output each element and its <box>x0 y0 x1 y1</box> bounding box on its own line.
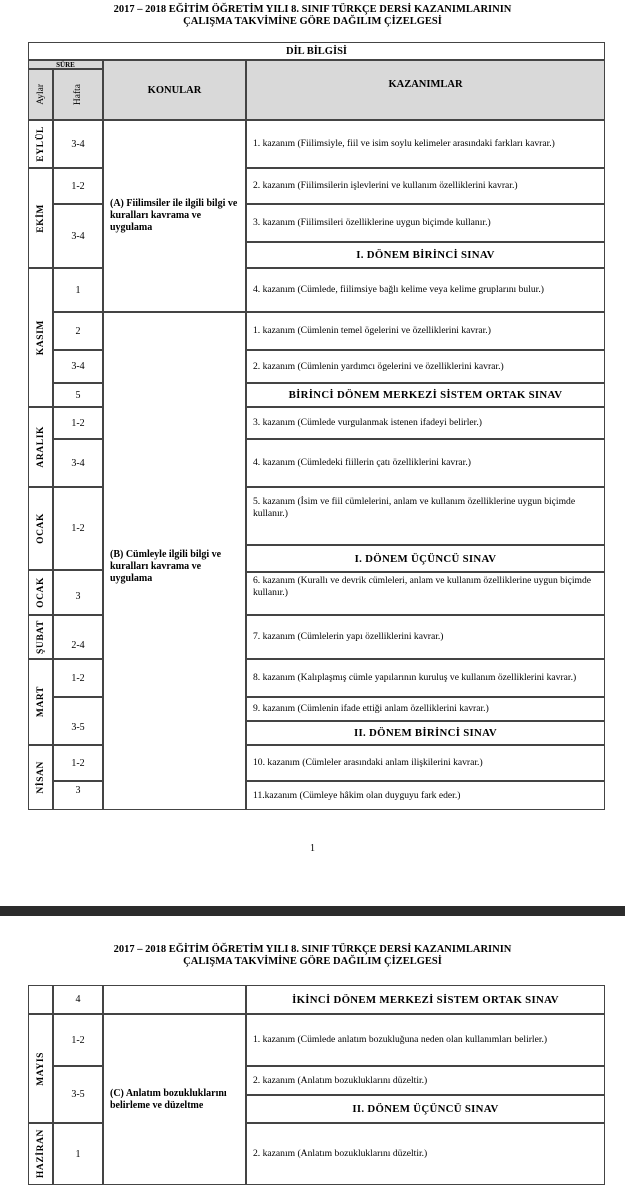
outcome-cell: 8. kazanım (Kalıplaşmış cümle yapılarının kuruluş ve kullanım özelliklerini kavrar.) <box>246 659 605 697</box>
outcome-cell: 11.kazanım (Cümleye hâkim olan duyguyu fark eder.) <box>246 781 605 810</box>
week-cell: 5 <box>53 383 103 407</box>
outcome-cell: 1. kazanım (Fiilimsiyle, fiil ve isim soylu kelimeler arasındaki farkları kavrar.) <box>246 120 605 168</box>
outcome-cell: 2. kazanım (Cümlenin yardımcı ögelerini ve özelliklerini kavrar.) <box>246 350 605 383</box>
week-cell: 1-2 <box>53 407 103 439</box>
month-cell: KASIM <box>28 268 53 407</box>
week-cell: 1-2 <box>53 168 103 204</box>
month-cell: OCAK <box>28 487 53 570</box>
month-cell: EKİM <box>28 168 53 268</box>
week-cell: 3-4 <box>53 350 103 383</box>
outcome-cell: 9. kazanım (Cümlenin ifade ettiği anlam özelliklerini kavrar.) <box>246 697 605 721</box>
outcome-cell: 7. kazanım (Cümlelerin yapı özelliklerini kavrar.) <box>246 615 605 659</box>
week-cell: 3-4 <box>53 120 103 168</box>
month-cell: MART <box>28 659 53 745</box>
page2-title-line2: ÇALIŞMA TAKVİMİNE GÖRE DAĞILIM ÇİZELGESİ <box>183 956 442 967</box>
outcome-cell: 2. kazanım (Fiilimsilerin işlevlerini ve kullanım özelliklerini kavrar.) <box>246 168 605 204</box>
hafta-header: Hafta <box>53 69 103 120</box>
outcome-cell: 6. kazanım (Kurallı ve devrik cümleleri, anlam ve kullanım özelliklerine uygun biçimde kullanır.) <box>246 572 605 615</box>
kazanimlar-header: KAZANIMLAR <box>246 60 605 120</box>
week-cell: 1 <box>53 268 103 312</box>
month-cell: ARALIK <box>28 407 53 487</box>
aylar-header: Aylar <box>28 69 53 120</box>
konular-header: KONULAR <box>103 60 246 120</box>
outcome-cell: 2. kazanım (Anlatım bozukluklarını düzeltir.) <box>246 1123 605 1185</box>
month-cell: HAZİRAN <box>28 1123 53 1185</box>
month-cell-empty <box>28 985 53 1014</box>
week-cell: 3-5 <box>53 1066 103 1123</box>
week-cell: 1-2 <box>53 659 103 697</box>
week-cell: 1 <box>53 1123 103 1185</box>
exam-row: I. DÖNEM BİRİNCİ SINAV <box>246 242 605 268</box>
section-title: DİL BİLGİSİ <box>28 42 605 60</box>
week-cell: 3-4 <box>53 439 103 487</box>
topic-b: (B) Cümleyle ilgili bilgi ve kuralları kavrama ve uygulama <box>103 312 246 810</box>
week-cell: 3 <box>53 781 103 810</box>
outcome-cell: 1. kazanım (Cümlenin temel ögelerini ve özelliklerini kavrar.) <box>246 312 605 350</box>
outcome-cell: 4. kazanım (Cümlede, fiilimsiye bağlı kelime veya kelime gruplarını bulur.) <box>246 268 605 312</box>
week-cell: 1-2 <box>53 1014 103 1066</box>
topic-a: (A) Fiilimsiler ile ilgili bilgi ve kuralları kavrama ve uygulama <box>103 120 246 312</box>
outcome-cell: 2. kazanım (Anlatım bozukluklarını düzeltir.) <box>246 1066 605 1095</box>
month-cell: NİSAN <box>28 745 53 810</box>
exam-row: BİRİNCİ DÖNEM MERKEZİ SİSTEM ORTAK SINAV <box>246 383 605 407</box>
exam-row: İKİNCİ DÖNEM MERKEZİ SİSTEM ORTAK SINAV <box>246 985 605 1014</box>
page1-title-line1: 2017 – 2018 EĞİTİM ÖĞRETİM YILI 8. SINIF TÜRKÇE DERSİ KAZANIMLARININ <box>113 4 512 15</box>
exam-row: I. DÖNEM ÜÇÜNCÜ SINAV <box>246 545 605 572</box>
week-cell: 3 <box>53 570 103 615</box>
week-cell: 4 <box>53 985 103 1014</box>
week-cell: 1-2 <box>53 487 103 570</box>
page-number: 1 <box>310 843 315 854</box>
outcome-cell: 5. kazanım (İsim ve fiil cümlelerini, anlam ve kullanım özelliklerine uygun biçimde kullanır.) <box>246 487 605 545</box>
page2-title-line1: 2017 – 2018 EĞİTİM ÖĞRETİM YILI 8. SINIF TÜRKÇE DERSİ KAZANIMLARININ <box>113 944 512 955</box>
topic-c: (C) Anlatım bozukluklarını belirleme ve düzeltme <box>103 1014 246 1185</box>
week-cell: 2-4 <box>53 615 103 659</box>
month-cell: EYLÜL <box>28 120 53 168</box>
outcome-cell: 4. kazanım (Cümledeki fiillerin çatı özelliklerini kavrar.) <box>246 439 605 487</box>
week-cell: 2 <box>53 312 103 350</box>
sure-header: SÜRE <box>28 60 103 69</box>
week-cell: 3-5 <box>53 697 103 745</box>
month-cell: OCAK <box>28 570 53 615</box>
topic-empty <box>103 985 246 1014</box>
page-divider <box>0 906 625 916</box>
month-cell: MAYIS <box>28 1014 53 1123</box>
outcome-cell: 1. kazanım (Cümlede anlatım bozukluğuna neden olan kullanımları belirler.) <box>246 1014 605 1066</box>
month-cell: ŞUBAT <box>28 615 53 659</box>
week-cell: 3-4 <box>53 204 103 268</box>
outcome-cell: 3. kazanım (Fiilimsileri özelliklerine uygun biçimde kullanır.) <box>246 204 605 242</box>
exam-row: II. DÖNEM ÜÇÜNCÜ SINAV <box>246 1095 605 1123</box>
outcome-cell: 10. kazanım (Cümleler arasındaki anlam ilişkilerini kavrar.) <box>246 745 605 781</box>
outcome-cell: 3. kazanım (Cümlede vurgulanmak istenen ifadeyi belirler.) <box>246 407 605 439</box>
week-cell: 1-2 <box>53 745 103 781</box>
page1-title-line2: ÇALIŞMA TAKVİMİNE GÖRE DAĞILIM ÇİZELGESİ <box>183 16 442 27</box>
exam-row: II. DÖNEM BİRİNCİ SINAV <box>246 721 605 745</box>
